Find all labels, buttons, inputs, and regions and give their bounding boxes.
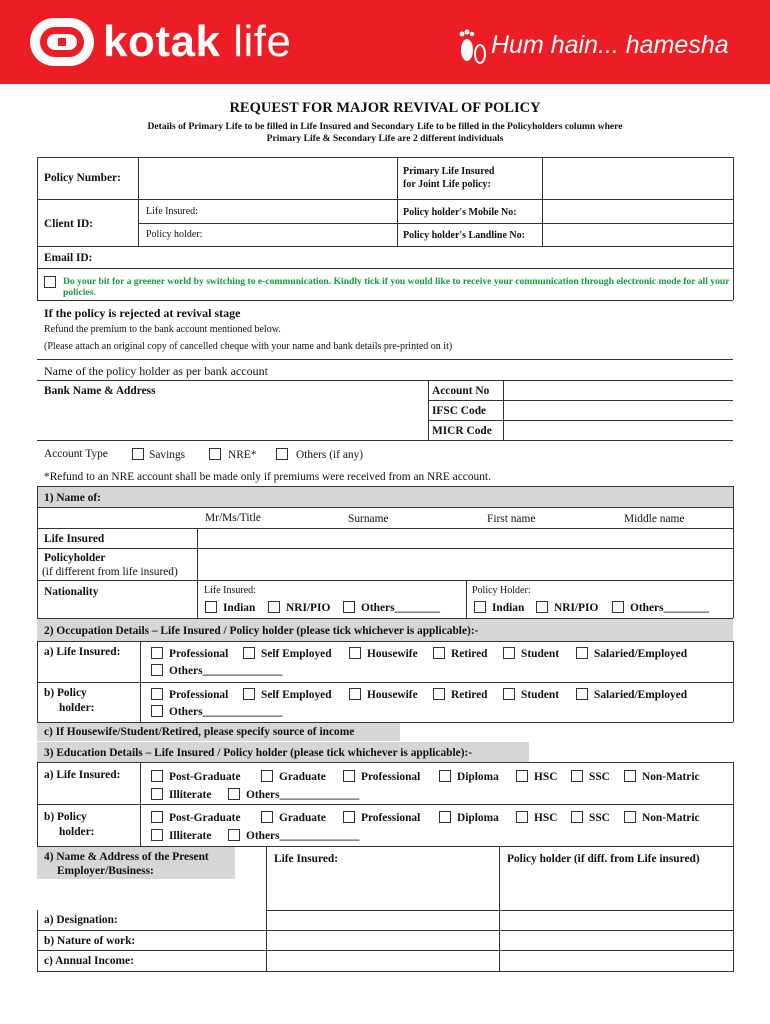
col-first-name: First name xyxy=(487,513,536,525)
refund-heading: If the policy is rejected at revival stage xyxy=(44,306,241,320)
li-nri-label: NRI/PIO xyxy=(286,602,331,614)
ph-student-checkbox[interactable] xyxy=(503,688,515,700)
row-life-insured: Life Insured xyxy=(44,533,105,545)
ph-diploma-checkbox[interactable] xyxy=(439,811,451,823)
occupation-heading: 2) Occupation Details – Life Insured / Policy holder (please tick whichever is applicable):- xyxy=(44,625,479,637)
li-self-employed-label: Self Employed xyxy=(261,648,332,660)
li-retired-label: Retired xyxy=(451,648,488,660)
landline-label: Policy holder's Landline No: xyxy=(403,230,525,241)
employer-li-label: Life Insured: xyxy=(274,853,339,865)
name-of-heading: 1) Name of: xyxy=(44,492,101,504)
nationality-label: Nationality xyxy=(44,586,99,598)
li-edu-others-label: Others______________ xyxy=(246,789,360,801)
li-occ-others-checkbox[interactable] xyxy=(151,664,163,676)
brand-name: kotak life xyxy=(103,17,292,66)
name-as-per-bank-label: Name of the policy holder as per bank account xyxy=(44,364,268,378)
ph-professional-label: Professional xyxy=(169,689,229,701)
li-indian-checkbox[interactable] xyxy=(205,601,217,613)
primary-life-label-2: for Joint Life policy: xyxy=(403,179,491,190)
subtitle-line-2: Primary Life & Secondary Life are 2 different individuals xyxy=(266,133,504,144)
li-diploma-checkbox[interactable] xyxy=(439,770,451,782)
li-non-matric-checkbox[interactable] xyxy=(624,770,636,782)
ph-housewife-checkbox[interactable] xyxy=(349,688,361,700)
bank-name-label: Bank Name & Address xyxy=(44,385,156,397)
li-salaried-label: Salaried/Employed xyxy=(594,648,688,660)
ph-diploma-label: Diploma xyxy=(457,812,499,824)
source-of-income-label: c) If Housewife/Student/Retired, please specify source of income xyxy=(44,726,355,738)
row-policyholder: Policyholder xyxy=(44,552,106,564)
col-middle-name: Middle name xyxy=(624,513,685,525)
ph-illiterate-label: Illiterate xyxy=(169,830,212,842)
email-label: Email ID: xyxy=(44,252,93,264)
client-id-label: Client ID: xyxy=(44,218,94,230)
nre-label: NRE* xyxy=(228,449,257,461)
li-non-matric-label: Non-Matric xyxy=(642,771,700,783)
ph-non-matric-label: Non-Matric xyxy=(642,812,700,824)
ph-student-label: Student xyxy=(521,689,559,701)
li-hsc-label: HSC xyxy=(534,771,558,783)
others-account-label: Others (if any) xyxy=(296,449,364,461)
employer-heading-2: Employer/Business: xyxy=(57,865,154,877)
primary-life-label-1: Primary Life Insured xyxy=(403,166,495,177)
ph-ssc-checkbox[interactable] xyxy=(571,811,583,823)
annual-income-label: c) Annual Income: xyxy=(44,955,134,967)
li-edu-others-checkbox[interactable] xyxy=(228,788,240,800)
e-communication-checkbox[interactable] xyxy=(44,276,56,288)
ph-housewife-label: Housewife xyxy=(367,689,418,701)
ph-salaried-checkbox[interactable] xyxy=(576,688,588,700)
li-indian-label: Indian xyxy=(223,602,256,614)
li-post-graduate-label: Post-Graduate xyxy=(169,771,241,783)
ph-illiterate-checkbox[interactable] xyxy=(151,829,163,841)
li-student-checkbox[interactable] xyxy=(503,647,515,659)
ph-hsc-checkbox[interactable] xyxy=(516,811,528,823)
life-insured-label: Life Insured: xyxy=(146,206,198,217)
li-hsc-checkbox[interactable] xyxy=(516,770,528,782)
li-others-label: Others________ xyxy=(361,602,441,614)
green-note: Do your bit for a greener world by switching to e-communication. Kindly tick if you would like to receive your communication through electronic mode for all your policies. xyxy=(63,276,730,298)
refund-line-1: Refund the premium to the bank account mentioned below. xyxy=(44,324,281,335)
ph-occ-others-checkbox[interactable] xyxy=(151,705,163,717)
tagline: Hum hain... hamesha xyxy=(491,31,729,59)
micr-label: MICR Code xyxy=(432,425,492,437)
policy-number-label: Policy Number: xyxy=(44,172,121,184)
policy-holder-label: Policy holder: xyxy=(146,229,203,240)
occ-li-label: a) Life Insured: xyxy=(44,646,121,658)
li-professional-label: Professional xyxy=(169,648,229,660)
li-others-checkbox[interactable] xyxy=(343,601,355,613)
edu-ph-label-2: holder: xyxy=(59,826,95,838)
li-nri-checkbox[interactable] xyxy=(268,601,280,613)
col-surname: Surname xyxy=(348,513,389,525)
li-edu-professional-checkbox[interactable] xyxy=(343,770,355,782)
ph-non-matric-checkbox[interactable] xyxy=(624,811,636,823)
nre-note: *Refund to an NRE account shall be made only if premiums were received from an NRE account. xyxy=(44,471,491,483)
li-retired-checkbox[interactable] xyxy=(433,647,445,659)
employer-heading-1: 4) Name & Address of the Present xyxy=(44,851,209,863)
page-title: REQUEST FOR MAJOR REVIVAL OF POLICY xyxy=(229,100,541,116)
li-illiterate-label: Illiterate xyxy=(169,789,212,801)
li-professional-checkbox[interactable] xyxy=(151,647,163,659)
ph-graduate-label: Graduate xyxy=(279,812,326,824)
li-graduate-label: Graduate xyxy=(279,771,326,783)
mobile-label: Policy holder's Mobile No: xyxy=(403,207,517,218)
nationality-li-label: Life Insured: xyxy=(204,585,256,596)
subtitle-line-1: Details of Primary Life to be filled in Life Insured and Secondary Life to be filled in the Policyholders column where xyxy=(147,121,623,132)
nature-of-work-label: b) Nature of work: xyxy=(44,935,136,947)
education-heading: 3) Education Details – Life Insured / Policy holder (please tick whichever is applicable):- xyxy=(44,747,473,759)
account-no-label: Account No xyxy=(432,385,490,397)
li-occ-others-label: Others______________ xyxy=(169,665,283,677)
ifsc-label: IFSC Code xyxy=(432,405,487,417)
ph-edu-others-checkbox[interactable] xyxy=(228,829,240,841)
li-illiterate-checkbox[interactable] xyxy=(151,788,163,800)
ph-occ-others-label: Others______________ xyxy=(169,706,283,718)
ph-self-employed-label: Self Employed xyxy=(261,689,332,701)
ph-self-employed-checkbox[interactable] xyxy=(243,688,255,700)
li-housewife-checkbox[interactable] xyxy=(349,647,361,659)
li-ssc-label: SSC xyxy=(589,771,610,783)
ph-nri-label: NRI/PIO xyxy=(554,602,599,614)
ph-post-graduate-label: Post-Graduate xyxy=(169,812,241,824)
savings-label: Savings xyxy=(149,449,186,461)
others-account-checkbox[interactable] xyxy=(276,448,288,460)
account-type-label: Account Type xyxy=(44,448,108,460)
ph-professional-checkbox[interactable] xyxy=(151,688,163,700)
refund-line-2: (Please attach an original copy of cancelled cheque with your name and bank details pre-printed on it) xyxy=(44,341,453,352)
ph-retired-label: Retired xyxy=(451,689,488,701)
li-ssc-checkbox[interactable] xyxy=(571,770,583,782)
ph-edu-others-label: Others______________ xyxy=(246,830,360,842)
li-salaried-checkbox[interactable] xyxy=(576,647,588,659)
col-title: Mr/Ms/Title xyxy=(205,512,261,524)
li-student-label: Student xyxy=(521,648,559,660)
ph-salaried-label: Salaried/Employed xyxy=(594,689,688,701)
ph-edu-professional-label: Professional xyxy=(361,812,421,824)
li-self-employed-checkbox[interactable] xyxy=(243,647,255,659)
ph-post-graduate-checkbox[interactable] xyxy=(151,811,163,823)
li-edu-professional-label: Professional xyxy=(361,771,421,783)
header-banner xyxy=(0,0,770,84)
ph-hsc-label: HSC xyxy=(534,812,558,824)
ph-indian-label: Indian xyxy=(492,602,525,614)
nre-checkbox[interactable] xyxy=(209,448,221,460)
ph-retired-checkbox[interactable] xyxy=(433,688,445,700)
ph-ssc-label: SSC xyxy=(589,812,610,824)
edu-ph-label-1: b) Policy xyxy=(44,811,87,823)
edu-li-label: a) Life Insured: xyxy=(44,769,121,781)
nationality-ph-label: Policy Holder: xyxy=(472,585,531,596)
savings-checkbox[interactable] xyxy=(132,448,144,460)
li-diploma-label: Diploma xyxy=(457,771,499,783)
li-housewife-label: Housewife xyxy=(367,648,418,660)
occ-ph-label-2: holder: xyxy=(59,702,95,714)
footprints-icon xyxy=(457,28,489,66)
ph-others-label: Others________ xyxy=(630,602,710,614)
ph-indian-checkbox[interactable] xyxy=(474,601,486,613)
row-policyholder-sub: (if different from life insured) xyxy=(42,566,178,578)
li-post-graduate-checkbox[interactable] xyxy=(151,770,163,782)
ph-others-checkbox[interactable] xyxy=(612,601,624,613)
employer-ph-label: Policy holder (if diff. from Life insured) xyxy=(507,853,700,865)
ph-graduate-checkbox[interactable] xyxy=(261,811,273,823)
kotak-logo-icon xyxy=(30,18,94,66)
ph-nri-checkbox[interactable] xyxy=(536,601,548,613)
designation-label: a) Designation: xyxy=(44,914,118,926)
occ-ph-label-1: b) Policy xyxy=(44,687,87,699)
ph-edu-professional-checkbox[interactable] xyxy=(343,811,355,823)
li-graduate-checkbox[interactable] xyxy=(261,770,273,782)
